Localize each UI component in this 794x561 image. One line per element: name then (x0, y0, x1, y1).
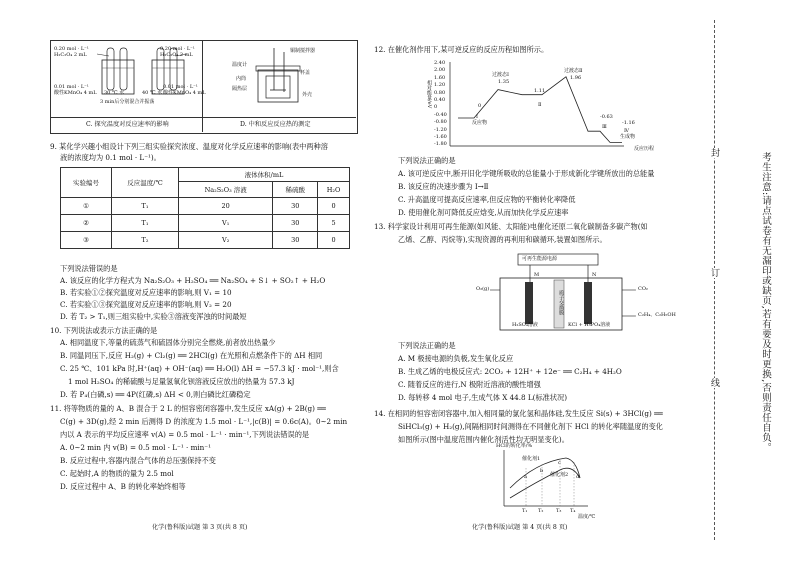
q12-ask: 下列说法正确的是 (398, 156, 456, 165)
label-bath1: 30 ℃ 水 (104, 90, 125, 96)
th-na2s2o3: Na₂S₂O₃ 溶液 (179, 182, 273, 198)
energy-tick-label: -1.20 (434, 126, 447, 133)
th-h2so4: 稀硫酸 (273, 182, 318, 198)
q13-ask: 下列说法正确的是 (398, 341, 456, 350)
binding-mark-line: 线 (709, 378, 719, 388)
label-tube1b: H₂C₂O₄ 2 mL (54, 52, 87, 58)
energy-tick-label: 0.80 (434, 89, 446, 96)
experiment-table (60, 167, 350, 249)
q11-stem-line2: C(g) + 3D(g),经 2 min 后测得 D 的浓度为 1.5 mol · L⁻¹,|c(B)| = 0.6c(A)。0~2 min (60, 417, 348, 426)
b-value: -0.63 (600, 114, 613, 120)
start-value: 0 (478, 103, 482, 109)
q10-option-c-line1: C. 25 ℃、101 kPa 时,H⁺(aq) + OH⁻(aq) ══ H₂O(l) ΔH = −57.3 kJ · mol⁻¹,则含 (60, 364, 339, 373)
q12-option-b: B. 该反应的决速步骤为 Ⅰ→Ⅱ (398, 182, 489, 191)
conv-curve1: 催化剂1 (522, 456, 541, 462)
ts2-label: 过渡态Ⅱ (564, 68, 583, 74)
table-row (61, 198, 350, 215)
cell-c: 0 (318, 232, 350, 249)
q12-option-c: C. 升高温度可提高反应速率,但反应物的平衡转化率降低 (398, 195, 576, 204)
label-lid: 杯盖 (300, 70, 311, 76)
q9-stem-line2: 液的浓度均为 0.1 mol · L⁻¹)。 (60, 153, 161, 162)
state-ii: Ⅱ (538, 102, 542, 108)
q10-option-d: D. 若 P₄(白磷,s) ══ 4P(红磷,s) ΔH < 0,则白磷比红磷稳定 (60, 390, 251, 399)
label-bath2: 40 ℃ 水 (142, 90, 163, 96)
energy-tick-label: 0 (434, 104, 438, 111)
page-footer-left: 化学(鲁科版)试题 第 3 页(共 8 页) (152, 524, 248, 531)
mid-value: 1.11 (534, 88, 546, 94)
energy-tick-label: 2.40 (434, 60, 446, 66)
q11-option-a: A. 0~2 min 内 v(B) = 0.5 mol · L⁻¹ · min⁻¹ (60, 443, 211, 452)
label-sol2: 0.01 mol · L⁻¹ (163, 84, 198, 90)
q14-stem-line3: 如图所示(图中温度范围内催化剂活性均无明显变化)。 (398, 435, 569, 444)
cell-power-source: 可再生能源电源 (522, 256, 558, 262)
energy-tick-label: -0.80 (434, 119, 447, 126)
energy-tick-label: -1.60 (434, 134, 447, 140)
cell-id: ② (61, 215, 112, 232)
cell-temp: T₁ (112, 198, 179, 215)
binding-mark-bind: 订 (709, 268, 719, 278)
conv-tick-t3: T₃ (556, 508, 562, 514)
left-column (0, 0, 390, 561)
energy-xlabel: 反应历程 (634, 146, 655, 152)
figure-divider (202, 40, 203, 132)
energy-curve (458, 77, 622, 143)
label-tube1: 0.20 mol · L⁻¹ (54, 46, 89, 52)
label-sol1b: 酸性KMnO₄ 4 mL (54, 90, 97, 96)
q9-option-d: D. 若 T₂ > T₁,则三组实验中,实验③溶液变浑浊的时间最短 (60, 312, 247, 321)
caption-d: D. 中和反应反应热的测定 (240, 121, 311, 128)
cell-a: V₂ (179, 232, 273, 249)
page-footer-right: 化学(鲁科版)试题 第 4 页(共 8 页) (472, 524, 568, 531)
cell-a: 20 (179, 198, 273, 215)
th-temp: 反应温度/℃ (112, 168, 179, 198)
label-tube2: 0.20 mol · L⁻¹ (160, 46, 195, 52)
q12-option-a: A. 该可逆反应中,断开旧化学键所吸收的总能量小于形成新化学键所放出的总能量 (398, 169, 655, 178)
label-inner-cup: 内筒 (236, 76, 247, 82)
conv-curve2: 催化剂2 (550, 472, 569, 478)
q11-option-b: B. 反应过程中,容器内混合气体的总压强保持不变 (60, 456, 216, 465)
conv-tick-t2: T₂ (538, 508, 544, 514)
cell-left-output: O₂(g) (476, 286, 490, 292)
cell-b: 30 (273, 198, 318, 215)
q9-option-b: B. 若实验①②探究温度对反应速率的影响,则 V₁ = 10 (60, 288, 232, 297)
conv-point-a: a (524, 474, 527, 480)
q11-option-c: C. 起始时,A 的物质的量为 2.5 mol (60, 469, 174, 478)
conv-point-c: c (558, 460, 561, 466)
q12-stem: 12. 在催化剂作用下,某可逆反应的反应历程如图所示。 (374, 45, 549, 54)
label-stirrer: 铜制搅拌器 (290, 48, 316, 54)
energy-tick-label: 0.40 (434, 97, 446, 103)
label-tube2b: H₂C₂O₄ 2 mL (160, 52, 193, 58)
conv-point-d: d (576, 474, 580, 480)
caption-c: C. 探究温度对反应速率的影响 (86, 121, 169, 128)
energy-tick-label: 2.00 (434, 67, 446, 74)
label-outer: 外壳 (302, 92, 313, 98)
cell-right-input: CO₂ (638, 286, 648, 292)
cell-c: 0 (318, 198, 350, 215)
q9-option-c: C. 若实验①③探究温度对反应速率的影响,则 V₂ = 20 (60, 300, 232, 309)
label-thermometer: 温度计 (232, 62, 248, 68)
state-i-name: 反应物 (472, 120, 488, 126)
end-value: -1.16 (622, 120, 635, 126)
q10-option-c-line2: 1 mol H₂SO₄ 的稀硫酸与足量氢氧化钡溶液反应放出的热量为 57.3 kJ (68, 377, 295, 386)
q14-stem-line1: 14. 在相同的恒容密闭容器中,加入相同量的氯化氢和晶体硅,发生反应 Si(s) + 3HCl(g) ══ (374, 409, 663, 418)
q9-ask: 下列说法错误的是 (60, 264, 118, 273)
calorimeter-icon (254, 46, 304, 108)
table-row (61, 232, 350, 249)
q10-stem: 10. 下列说法或表示方法正确的是 (50, 326, 158, 335)
hcl-conversion-chart (496, 448, 590, 514)
q13-option-c: C. 随着反应的进行,N 极附近溶液的酸性增强 (398, 380, 541, 389)
energy-tick-label: -1.80 (434, 141, 447, 148)
exam-notice: 考生注意:请点试卷有无漏印或缺页,若有要及时更换,否则责任自负。 (760, 152, 771, 453)
q11-stem-line1: 11. 将等物质的量的 A、B 混合于 2 L 的恒容密闭容器中,发生反应 xA(g) + 2B(g) ══ (50, 404, 326, 413)
cell-n-electrode: N (592, 272, 597, 278)
label-sol1: 0.01 mol · L⁻¹ (54, 84, 89, 90)
cell-id: ① (61, 198, 112, 215)
label-sol2b: 酸性KMnO₄ 4 mL (163, 90, 206, 96)
cell-c: 5 (318, 215, 350, 232)
energy-ylabel: 相对能量/eV (426, 80, 432, 109)
state-iii: Ⅲ (602, 124, 607, 130)
cell-a: V₁ (179, 215, 273, 232)
energy-tick-label: -0.40 (434, 111, 447, 118)
cell-left-solution: H₂SO₄溶液 (512, 322, 538, 328)
q13-stem-line1: 13. 科学家设计利用可再生能源(如风能、太阳能)电催化还原二氧化碳制备多碳产物(如 (374, 222, 648, 231)
q13-stem-line2: 乙烯、乙醇、丙烷等),实现资源的再利用和碳循环,装置如图所示。 (398, 235, 607, 244)
conv-ylabel: HCl的转化率/% (496, 443, 533, 449)
energy-tick-label: 1.60 (434, 74, 446, 81)
q10-option-a: A. 相同温度下,等量的硫蒸气和硫固体分别完全燃烧,前者放出热量少 (60, 338, 276, 347)
cell-b: 30 (273, 215, 318, 232)
q13-option-a: A. M 极接电源的负极,发生氧化反应 (398, 354, 514, 363)
energy-tick-label: 1.20 (434, 82, 446, 89)
energy-profile-chart (428, 58, 628, 150)
cell-id: ③ (61, 232, 112, 249)
q13-option-b: B. 生成乙烯的电极反应式: 2CO₂ + 12H⁺ + 12e⁻ ══ C₂H₄ + 4H₂O (398, 367, 622, 376)
state-i: Ⅰ (476, 114, 478, 120)
ts2-value: 1.96 (570, 75, 582, 81)
q9-stem-line1: 9. 某化学兴趣小组设计下列三组实验探究浓度、温度对化学反应速率的影响(表中两种溶 (50, 142, 328, 151)
state-iv-name: 生成物 (620, 134, 636, 140)
catalyst1-curve (510, 458, 580, 488)
q13-option-d: D. 每转移 4 mol 电子,生成气体 X 44.8 L(标准状况) (398, 393, 568, 402)
cell-membrane: 质子交换膜 (558, 290, 564, 315)
figure-caption-line (50, 117, 356, 118)
conv-xlabel: 温度/℃ (578, 514, 596, 520)
q12-option-d: D. 使用催化剂可降低反应焓变,从而加快化学反应速率 (398, 208, 569, 217)
cell-products: C₂H₄、C₂H₅OH (638, 312, 676, 318)
th-h2o: H₂O (318, 182, 350, 198)
conv-point-b: b (540, 468, 544, 474)
cell-b: 30 (273, 232, 318, 249)
q11-stem-line3: 内以 A 表示的平均反应速率 v(A) = 0.5 mol · L⁻¹ · min⁻¹,下列说法错误的是 (60, 430, 310, 439)
cell-right-solution: KCl + H₃PO₄溶液 (568, 322, 611, 328)
right-column (372, 0, 724, 561)
q11-option-d: D. 反应过程中 A、B 的转化率始终相等 (60, 482, 186, 491)
conv-tick-t1: T₁ (522, 508, 528, 514)
th-volume: 液体体积/mL (179, 168, 350, 182)
binding-line (714, 20, 715, 540)
th-id: 实验编号 (61, 168, 112, 198)
ts1-value: 1.35 (498, 79, 510, 85)
cell-temp: T₂ (112, 232, 179, 249)
q14-stem-line2: SiHCl₃(g) + H₂(g),间隔相同时间测得在不同催化剂下 HCl 的转化率随温度的变化 (398, 422, 663, 431)
state-iv: Ⅳ (624, 128, 629, 134)
label-insulation: 隔热层 (232, 86, 248, 92)
cell-m-electrode: M (534, 272, 540, 278)
binding-mark-seal: 封 (709, 148, 719, 158)
conv-tick-t4: T₄ (570, 508, 576, 514)
table-row (61, 215, 350, 232)
cell-temp: T₁ (112, 215, 179, 232)
label-mix-note: 3 min后分别混合并振荡 (100, 99, 155, 105)
q10-option-b: B. 同温同压下,反应 H₂(g) + Cl₂(g) ══ 2HCl(g) 在光照和点燃条件下的 ΔH 相同 (60, 351, 323, 360)
q9-option-a: A. 该反应的化学方程式为 Na₂S₂O₃ + H₂SO₄ ══ Na₂SO₄ + S↓ + SO₂↑ + H₂O (60, 276, 326, 285)
ts1-label: 过渡态Ⅰ (492, 72, 509, 78)
catalyst2-curve (510, 468, 580, 498)
